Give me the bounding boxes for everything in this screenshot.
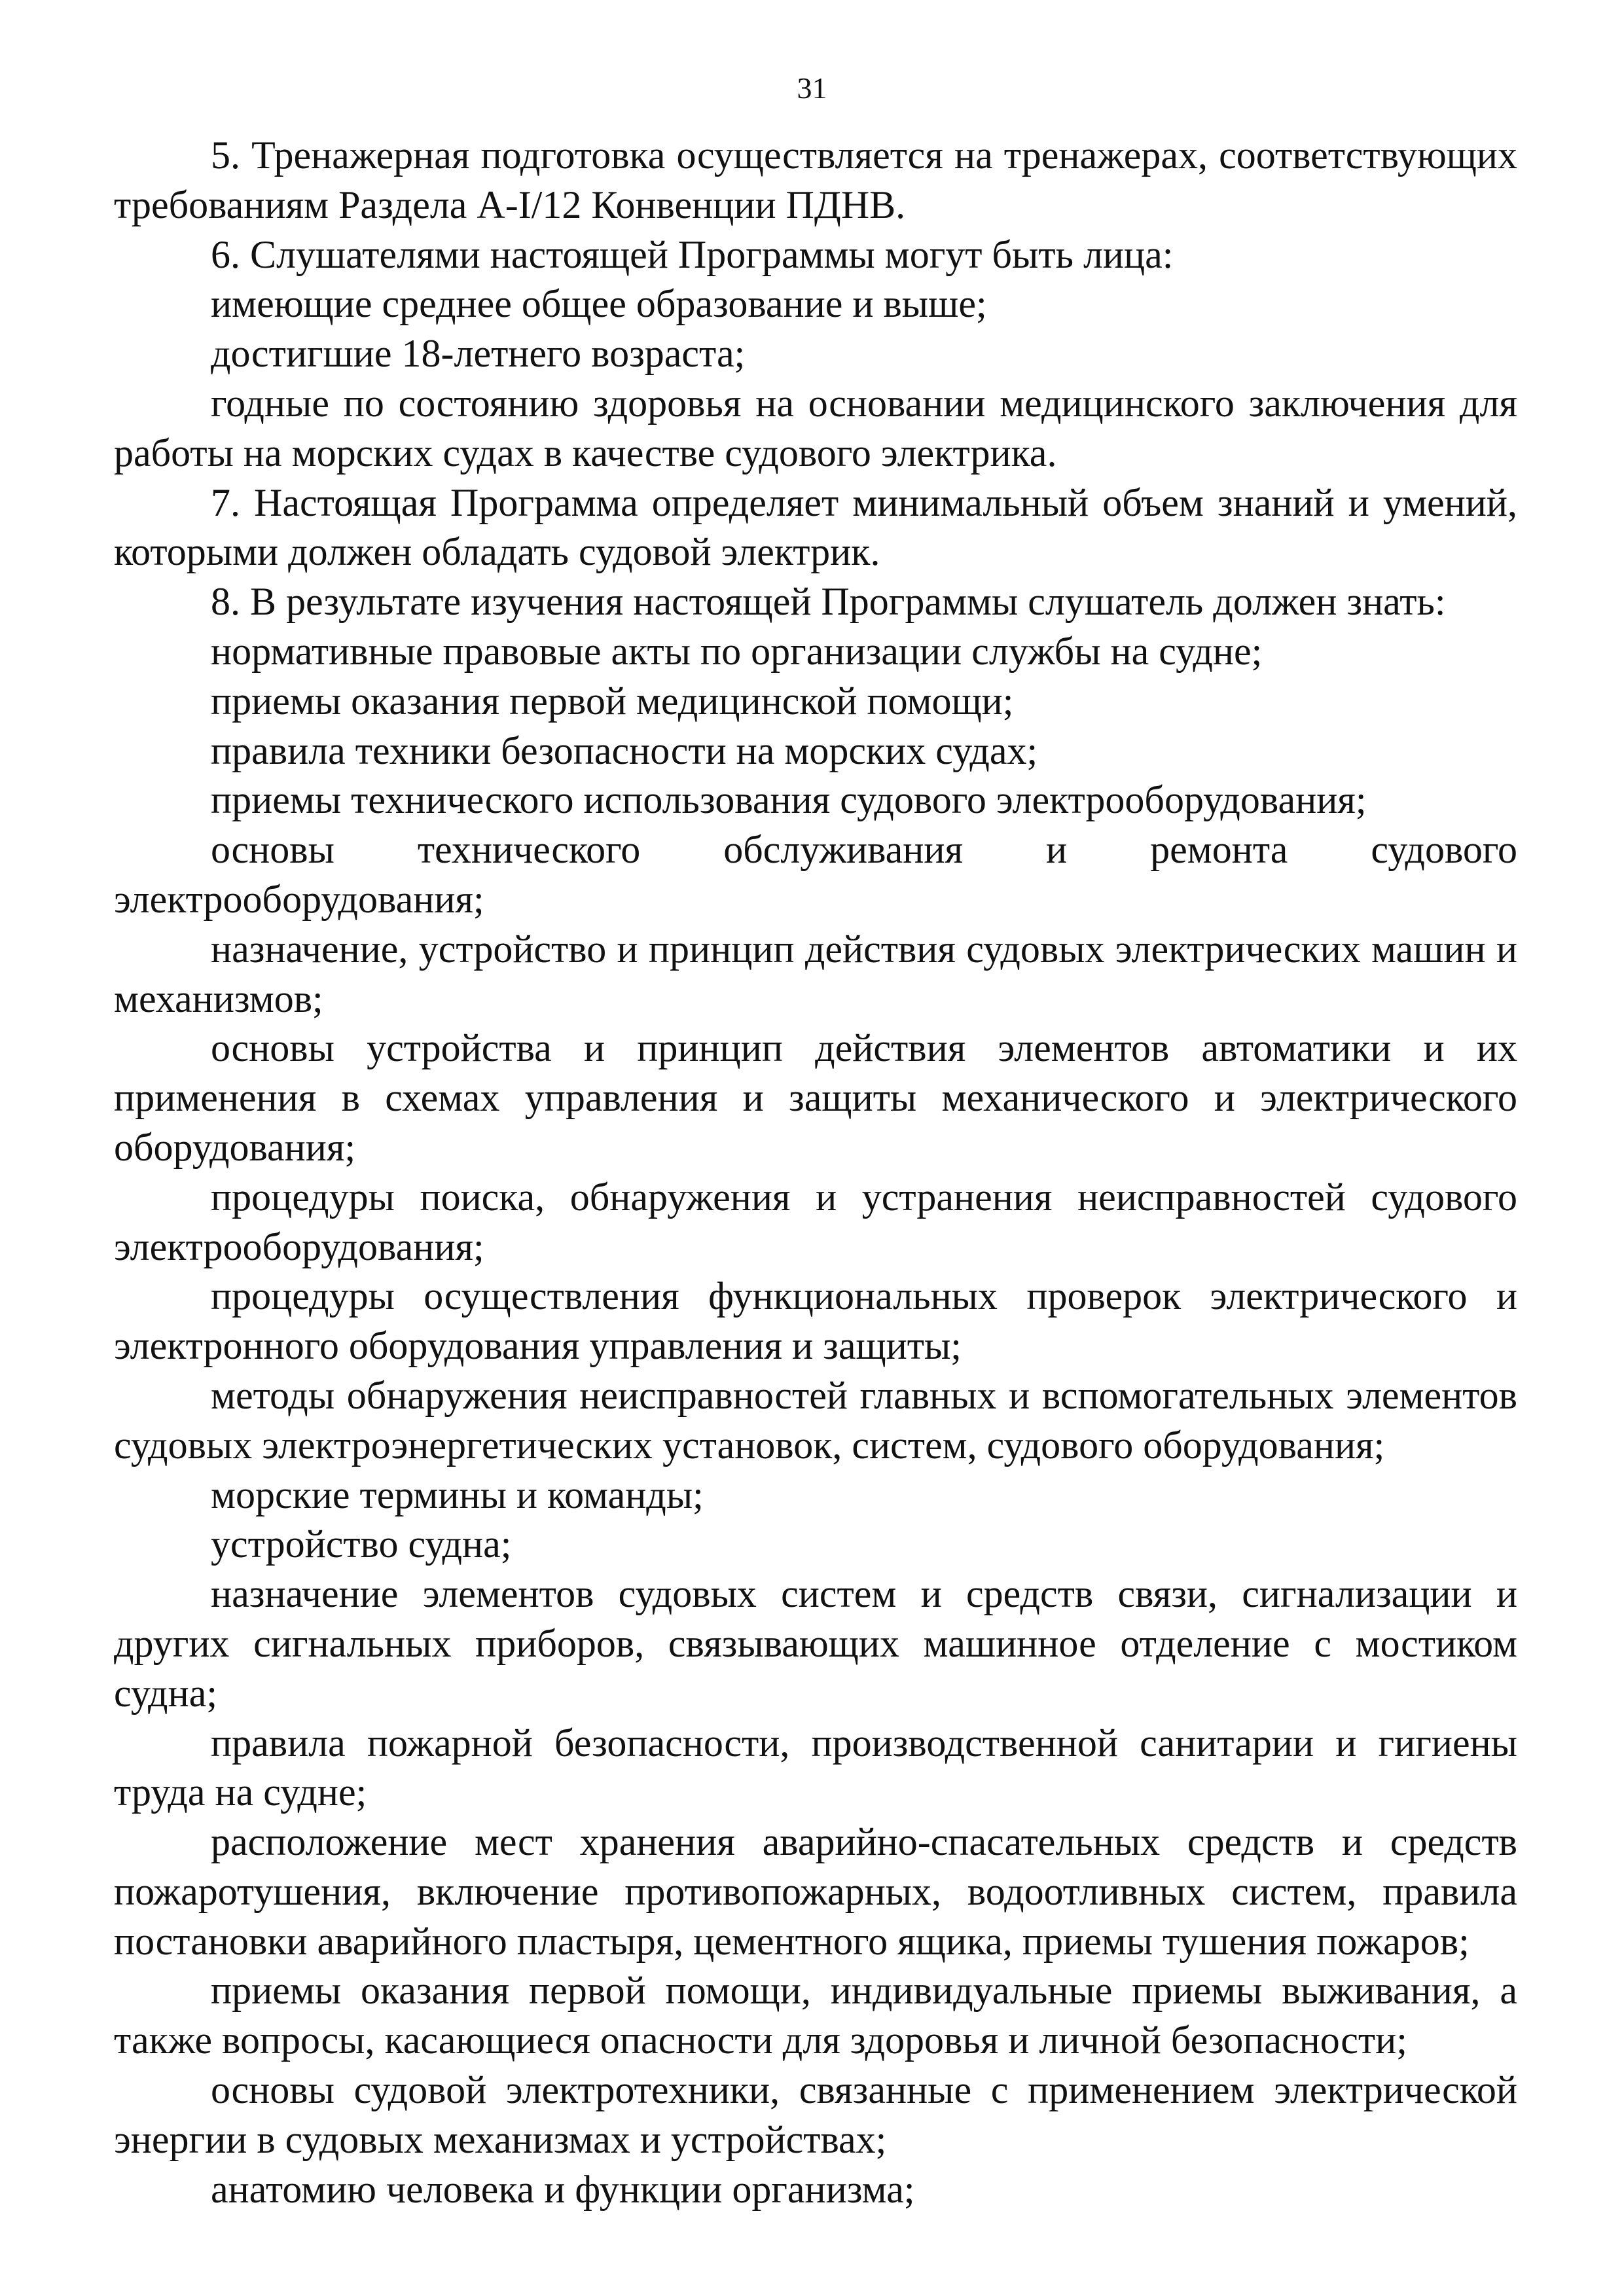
list-item: устройство судна; xyxy=(211,1522,512,1566)
list-item: расположение мест хранения аварийно-спасательных средств и средств пожаротушения, включение противопожарных, водоотливных систем, правила постановки аварийного пластыря, цементного ящика, приемы тушения пожаров; xyxy=(114,1820,1517,1963)
list-item: назначение, устройство и принцип действия судовых электрических машин и механизмов; xyxy=(114,927,1517,1020)
list-item: приемы оказания первой медицинской помощи; xyxy=(211,679,1014,723)
paragraph-item-7: 7. Настоящая Программа определяет минимальный объем знаний и умений, которыми должен обладать судовой электрик. xyxy=(114,480,1517,574)
list-item: имеющие среднее общее образование и выше; xyxy=(211,282,987,326)
page-number: 31 xyxy=(797,71,827,105)
list-item: назначение элементов судовых систем и средств связи, сигнализации и других сигнальных приборов, связывающих машинное отделение с мостиком судна; xyxy=(114,1572,1517,1715)
list-item: достигшие 18-летнего возраста; xyxy=(211,332,746,376)
list-item: основы судовой электротехники, связанные с применением электрической энергии в судовых механизмах и устройствах; xyxy=(114,2068,1517,2161)
list-item: процедуры поиска, обнаружения и устранения неисправностей судового электрооборудования; xyxy=(114,1175,1517,1268)
paragraph-item-8: 8. В результате изучения настоящей Программы слушатель должен знать: xyxy=(211,580,1446,624)
list-item: процедуры осуществления функциональных проверок электрического и электронного оборудования управления и защиты; xyxy=(114,1274,1517,1368)
list-item: приемы технического использования судового электрооборудования; xyxy=(211,778,1367,822)
list-item: основы технического обслуживания и ремонта судового электрооборудования; xyxy=(114,828,1517,921)
document-body xyxy=(114,131,1517,2214)
paragraph-item-5: 5. Тренажерная подготовка осуществляется на тренажерах, соответствующих требованиям Раздела A-I/12 Конвенции ПДНВ. xyxy=(114,134,1517,226)
list-item: правила пожарной безопасности, производственной санитарии и гигиены труда на судне; xyxy=(114,1721,1517,1814)
list-item: приемы оказания первой помощи, индивидуальные приемы выживания, а также вопросы, касающиеся опасности для здоровья и личной безопасности; xyxy=(114,1969,1517,2062)
list-item: морские термины и команды; xyxy=(211,1473,704,1516)
list-item: правила техники безопасности на морских судах; xyxy=(211,728,1038,772)
list-item: годные по состоянию здоровья на основании медицинского заключения для работы на морских судах в качестве судового электрика. xyxy=(114,381,1517,475)
list-item: нормативные правовые акты по организации службы на судне; xyxy=(211,629,1263,673)
list-item: основы устройства и принцип действия элементов автоматики и их применения в схемах управления и защиты механического и электрического оборудования; xyxy=(114,1026,1517,1169)
list-item: анатомию человека и функции организма; xyxy=(211,2167,915,2211)
paragraph-item-6: 6. Слушателями настоящей Программы могут быть лица: xyxy=(211,232,1174,276)
list-item: методы обнаружения неисправностей главных и вспомогательных элементов судовых электроэнергетических установок, систем, судового оборудования; xyxy=(114,1373,1517,1467)
